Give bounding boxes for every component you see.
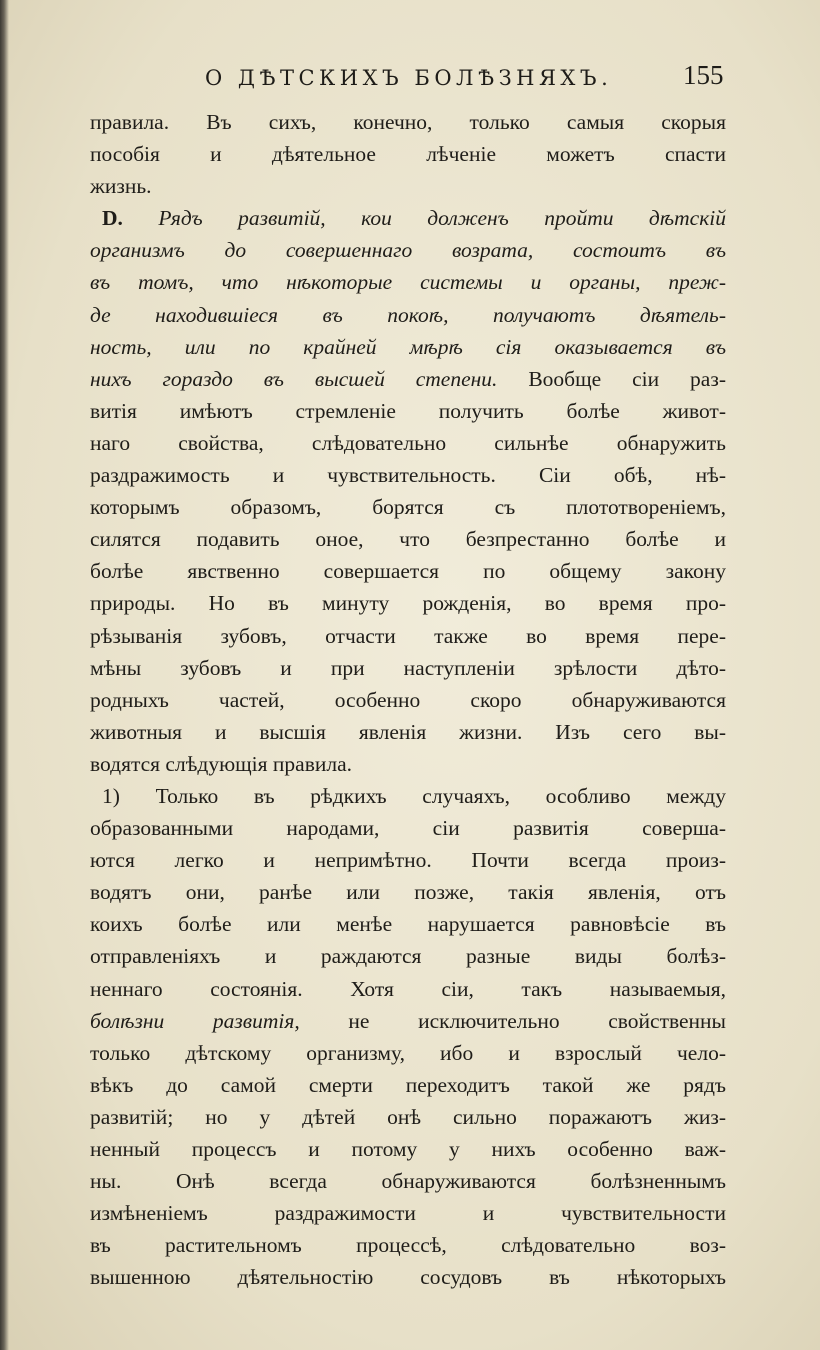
text-line <box>90 844 726 876</box>
text-run: водятся слѣдующія правила. <box>90 751 353 776</box>
text-run: де находившіеся въ покоѣ, получаютъ дѣятель- <box>90 302 726 327</box>
text-line <box>90 1197 726 1229</box>
text-line <box>90 716 726 748</box>
text-line <box>90 427 726 459</box>
text-run: правила. Въ сихъ, конечно, только самыя скорыя <box>90 110 726 134</box>
running-head: О ДѢТСКИХЪ БОЛѢЗНЯХЪ. <box>205 66 613 90</box>
text-line <box>90 1229 726 1261</box>
text-line <box>90 908 726 940</box>
text-line <box>90 876 726 908</box>
text-run: которымъ образомъ, борятся съ плототвореніемъ, <box>90 495 726 520</box>
text-run: болѣзни развитія, <box>90 1008 349 1033</box>
text-line <box>90 523 726 555</box>
text-run: животныя и высшія явленія жизни. Изъ сего вы- <box>90 719 726 744</box>
text-line <box>90 202 726 234</box>
text-line <box>90 266 726 298</box>
text-run: водятъ они, ранѣе или позже, такія явленія, отъ <box>90 880 726 905</box>
text-line <box>90 299 726 331</box>
text-run: ность, или по крайней мѣрѣ сія оказывается въ <box>90 334 726 359</box>
text-line <box>90 812 726 844</box>
text-line <box>90 395 726 427</box>
text-run: вѣкъ до самой смерти переходитъ такой же рядъ <box>90 1072 726 1097</box>
text-line <box>90 684 726 716</box>
text-run: природы. Но въ минуту рожденія, во время про- <box>90 591 726 616</box>
text-line <box>90 780 726 812</box>
text-run: ны. Онѣ всегда обнаруживаются болѣзненнымъ <box>90 1169 726 1194</box>
text-line <box>90 1005 726 1037</box>
text-line <box>90 973 726 1005</box>
text-line <box>90 555 726 587</box>
text-line <box>90 940 726 972</box>
text-line <box>90 363 726 395</box>
text-run: D. <box>102 206 159 231</box>
text-run: 1) Только въ рѣдкихъ случаяхъ, особливо между <box>102 783 726 808</box>
text-line <box>90 652 726 684</box>
text-line <box>90 1261 726 1293</box>
text-run: мѣны зубовъ и при наступленіи зрѣлости дѣто- <box>90 655 726 680</box>
page-number: 155 <box>683 60 724 90</box>
text-run: неннаго состоянія. Хотя сіи, такъ называемыя, <box>90 976 726 1001</box>
text-run: не исключительно свойственны <box>348 1008 726 1033</box>
text-line <box>90 106 726 138</box>
text-run: жизнь. <box>90 174 152 199</box>
text-line <box>90 331 726 363</box>
text-run: измѣненіемъ раздражимости и чувствительности <box>90 1201 726 1226</box>
text-run: нихъ гораздо въ высшей степени. <box>90 366 529 391</box>
text-run: развитій; но у дѣтей онѣ сильно поражаютъ жиз- <box>90 1104 726 1129</box>
text-line <box>90 234 726 266</box>
text-run: въ томъ, что нѣкоторые системы и органы, преж- <box>90 270 726 295</box>
text-line <box>90 491 726 523</box>
text-run: коихъ болѣе или менѣе нарушается равновѣсіе въ <box>90 912 726 937</box>
text-line <box>90 138 726 170</box>
text-run: только дѣтскому организму, ибо и взрослый чело- <box>90 1040 726 1065</box>
text-run: пособія и дѣятельное лѣченіе можетъ спасти <box>90 142 726 167</box>
body-text <box>90 106 726 1293</box>
text-run: раздражимость и чувствительность. Сіи обѣ, нѣ- <box>90 463 726 488</box>
text-line <box>90 170 726 202</box>
text-run: Вообще сіи раз- <box>528 366 726 391</box>
text-run: болѣе явственно совершается по общему закону <box>90 559 726 584</box>
text-line <box>90 1165 726 1197</box>
text-line <box>90 587 726 619</box>
text-run: образованными народами, сіи развитія соверша- <box>90 816 726 841</box>
text-run: Рядъ развитій, кои долженъ пройти дѣтскій <box>158 206 726 231</box>
text-line <box>90 620 726 652</box>
text-line <box>90 1069 726 1101</box>
text-run: организмъ до совершеннаго возрата, состоитъ въ <box>90 238 726 263</box>
text-run: витія имѣютъ стремленіе получить болѣе живот- <box>90 398 726 423</box>
binding-edge <box>0 0 9 1350</box>
text-run: родныхъ частей, особенно скоро обнаруживаются <box>90 687 726 712</box>
text-run: наго свойства, слѣдовательно сильнѣе обнаружить <box>90 430 726 455</box>
text-run: въ растительномъ процессѣ, слѣдовательно воз- <box>90 1233 726 1258</box>
text-line <box>90 748 726 780</box>
text-line <box>90 1037 726 1069</box>
text-line <box>90 1133 726 1165</box>
text-run: силятся подавить оное, что безпрестанно болѣе и <box>90 527 726 552</box>
text-line <box>90 459 726 491</box>
text-run: ются легко и непримѣтно. Почти всегда произ- <box>90 848 726 873</box>
text-line <box>90 1101 726 1133</box>
text-run: ненный процессъ и потому у нихъ особенно важ- <box>90 1137 726 1161</box>
text-run: вышенною дѣятельностію сосудовъ въ нѣкоторыхъ <box>90 1265 726 1290</box>
text-run: рѣзыванія зубовъ, отчасти также во время пере- <box>90 623 726 648</box>
text-run: отправленіяхъ и раждаются разные виды болѣз- <box>90 944 726 969</box>
